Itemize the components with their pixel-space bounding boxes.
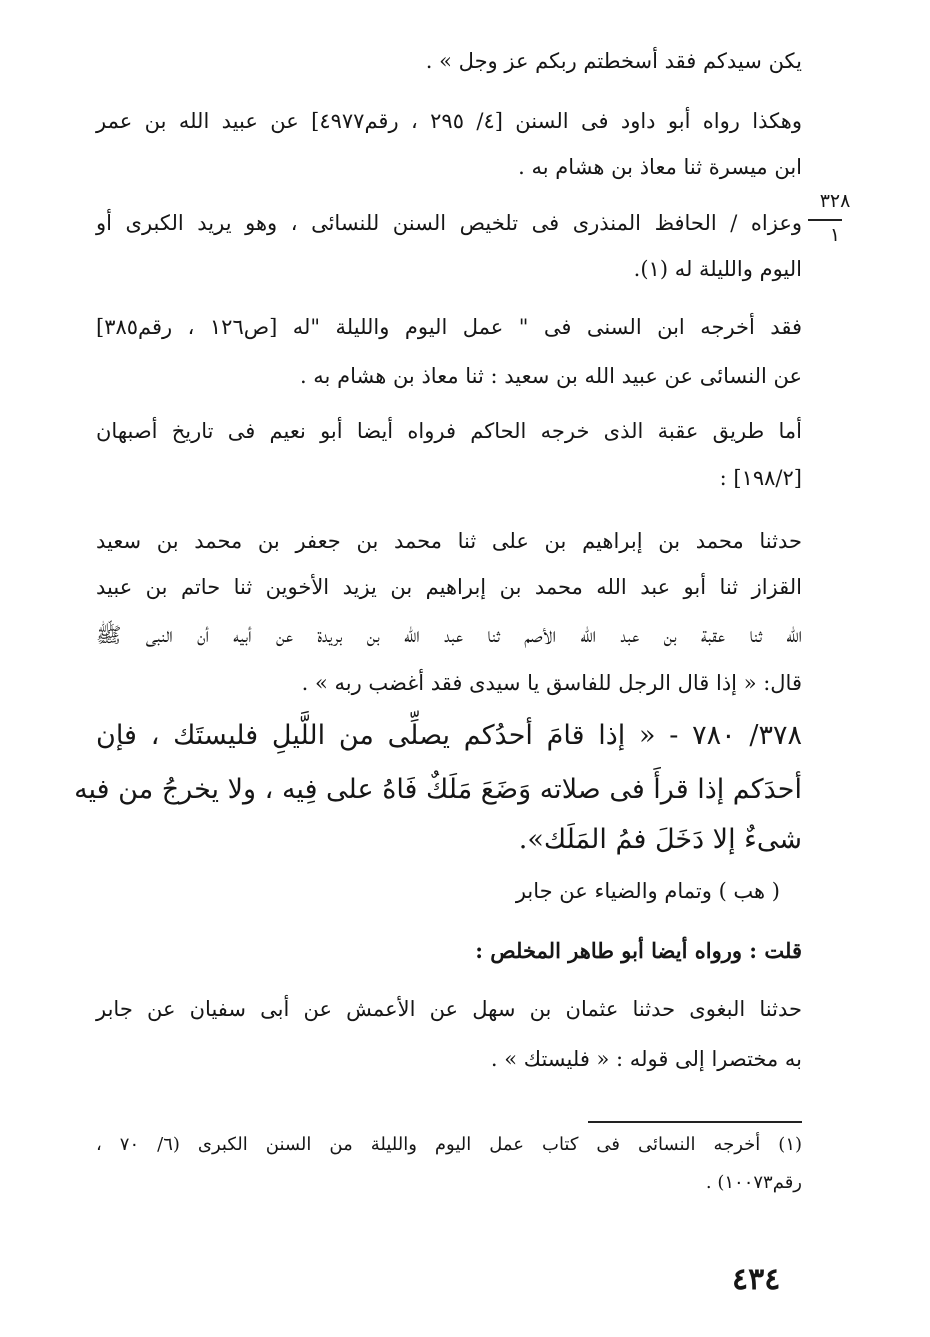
hadith-source: ( هب ) وتمام والضياء عن جابر	[515, 879, 780, 903]
hadith-line: ٣٧٨/ ٧٨٠ - « إذا قامَ أحدُكم يصلِّى من اللَّيلِ فليستَك ، فإن	[96, 720, 802, 751]
text-line: الله ثنا عقبة بن عبد الله الأصم ثنا عبد الله بن بريدة عن أبيه أن النبى ﷺ	[96, 623, 802, 647]
footnote-rule	[588, 1121, 802, 1123]
text-line: قلت : ورواه أيضا أبو طاهر المخلص :	[475, 938, 802, 963]
margin-rule	[808, 219, 842, 221]
text-line: وهكذا رواه أبو داود فى السنن [٤/ ٢٩٥ ، رقم٤٩٧٧] عن عبيد الله بن عمر	[96, 109, 802, 133]
footnote-line: (١) أخرجه النسائى فى كتاب عمل اليوم والليلة من السنن الكبرى (٦/ ٧٠ ،	[96, 1134, 803, 1155]
text-line: وعزاه / الحافظ المنذرى فى تلخيص السنن للنسائى ، وهو يريد الكبرى أو	[96, 211, 802, 235]
page-number: ٤٣٤	[732, 1262, 781, 1297]
text-line: أما طريق عقبة الذى خرجه الحاكم فرواه أيضا أبو نعيم فى تاريخ أصبهان	[96, 419, 802, 443]
text-line: قال: « إذا قال الرجل للفاسق يا سيدى فقد أغضب ربه » .	[301, 671, 802, 695]
hadith-line: أحدَكم إذا قرأَ فى صلاته وَضَعَ مَلَكٌ فَاهُ على فِيه ، ولا يخرجُ من فيه	[74, 774, 802, 805]
margin-page-number: ١	[829, 224, 841, 246]
footnote-line: رقم١٠٠٧٣) .	[705, 1172, 802, 1193]
text-line: حدثنا محمد بن إبراهيم بن على ثنا محمد بن جعفر بن محمد بن سعيد	[96, 529, 802, 553]
text-line: [١٩٨/٢] :	[719, 466, 802, 490]
text-line: يكن سيدكم فقد أسخطتم ربكم عز وجل » .	[425, 49, 802, 73]
text-line: حدثنا البغوى حدثنا عثمان بن سهل عن الأعمش عن أبى سفيان عن جابر	[96, 997, 802, 1021]
text-line: عن النسائى عن عبيد الله بن سعيد : ثنا معاذ بن هشام به .	[299, 364, 802, 388]
margin-reference	[812, 190, 858, 246]
text-line: ابن ميسرة ثنا معاذ بن هشام به .	[518, 155, 802, 179]
text-line: القزاز ثنا أبو عبد الله محمد بن إبراهيم بن يزيد الأخوين ثنا حاتم بن عبيد	[96, 575, 802, 599]
margin-volume-number: ٣٢٨	[819, 190, 851, 212]
hadith-line: شىءٌ إلا دَخَلَ فمُ المَلَك».	[518, 824, 802, 855]
text-line: به مختصرا إلى قوله : « فليستك » .	[490, 1047, 802, 1071]
text-line: فقد أخرجه ابن السنى فى " عمل اليوم والليلة "له [ص١٢٦ ، رقم٣٨٥]	[96, 315, 802, 339]
text-line: اليوم والليلة له (١).	[633, 257, 802, 281]
